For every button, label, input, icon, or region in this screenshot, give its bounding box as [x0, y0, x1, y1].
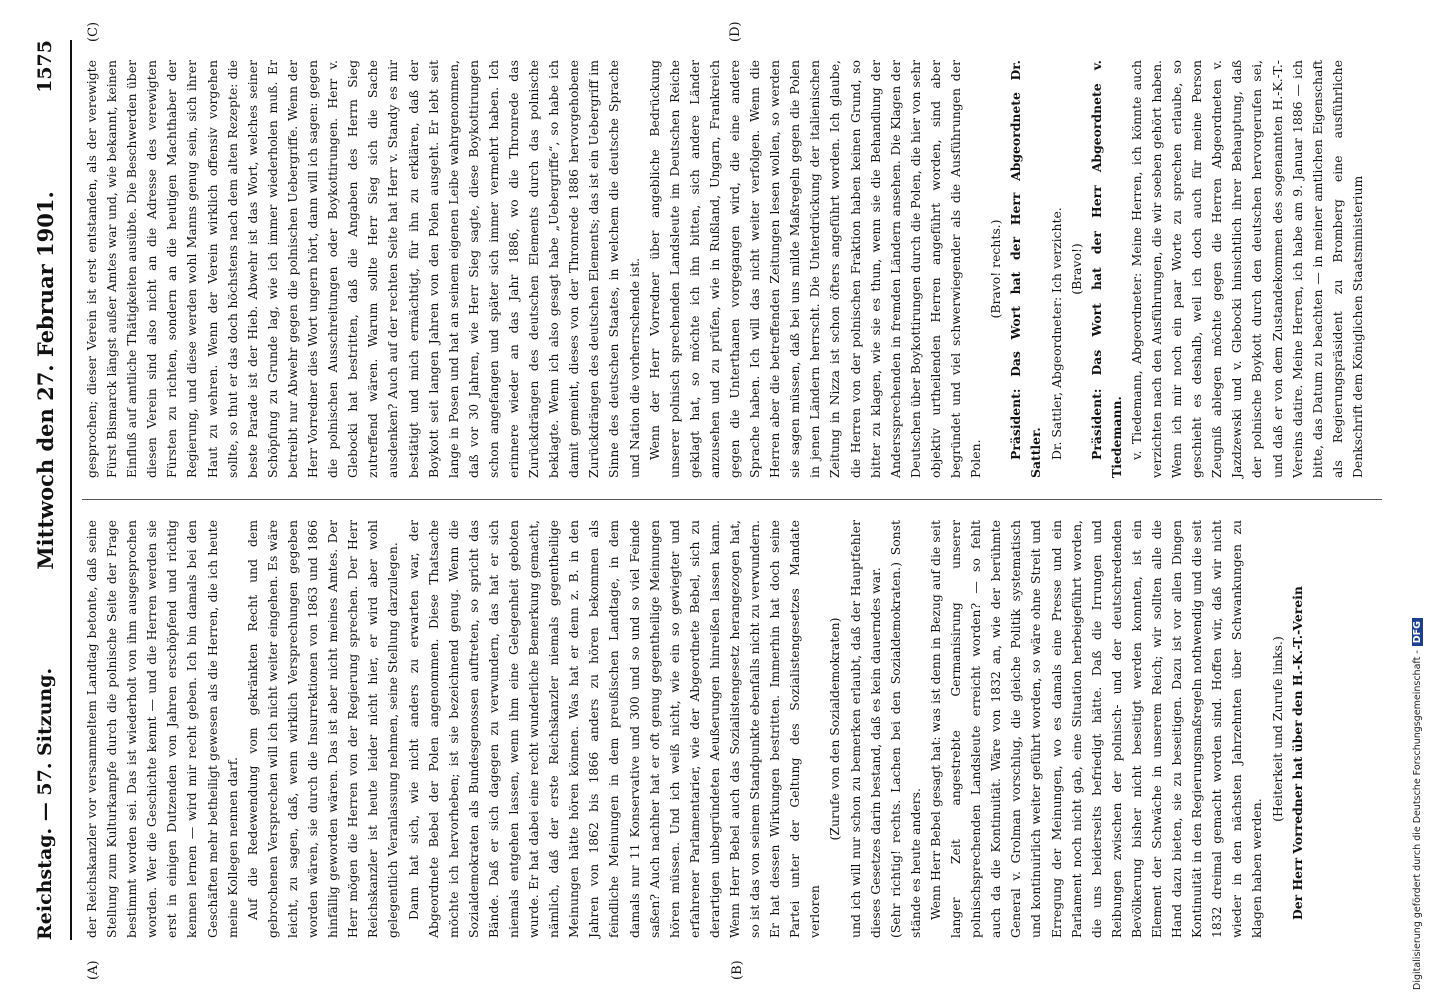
paragraph: und ich will nur schon zu bemerken erlaubt, daß der Hauptfehler dieses Gesetzes darin bestand, daß es kein dauerndes war. — [847, 520, 883, 938]
paragraph: gesprochen; dieser Verein ist erst entstanden, als der verewigte Fürst Bismarck längst außer Amtes war und, wie bekannt, keinen Einfluß auf amtliche Thätigkeiten ausübte. Die Beschwerden über diesen Verein sind also nicht an die Adresse des verewigten Fürsten zu richten, sondern an die heutigen Machthaber der Regierung, und diese werden wohl Manns genug sein, sich ihrer Haut zu wehren. Wenn der Verein wirklich offensiv vorgehen sollte, so thut er das doch höchstens nach dem alten Rezepte: die beste Parade ist der Hieb. Abwehr ist das Wort, welches seiner Schöpfung zu Grunde lag, wie ich immer wiederholen muß. Er betreibt nur Abwehr gegen die polnischen Uebergriffe. Wenn der Herr Vorredner dies Wort ungern hört, dann will ich sagen: gegen die polnischen Ausschreitungen oder Boykottirungen. Herr v. Glebocki hat bestritten, daß die Angaben des Herrn Sieg zutreffend wären. Warum sollte Herr Sieg sich die Sache ausdenken? Auch auf der rechten Seite hat Herr v. Standy es mir bestätigt und mich ermächtigt, für ihn zu erklären, daß der Boykott seit langen Jahren von den Polen ausgeht. Er lebt seit lange in Posen und hat an seinem eigenen Leibe wahrgenommen, daß vor 30 Jahren, wie Herr Sieg sagte, diese Boykottirungen schon angefangen und später sich immer vermehrt haben. Ich erinnere wieder an das Jahr 1886, wo die Thronrede das Zurückdrängen des deutschen Elements durch das polnische beklagte. Wenn ich also gesagt habe „Uebergriffe“, so habe ich damit gemeint, dieses von der Thronrede 1886 hervorgehobene Zurückdrängen des deutschen Elements; das ist ein Uebergriff im Sinne des deutschen Staates, in welchem die deutsche Sprache und Nation die vorherrschende ist. — [84, 60, 642, 478]
speaker-line: Dr. Sattler, Abgeordneter: Ich verzichte. — [1048, 207, 1064, 460]
paragraph: Auf die Redewendung vom gekränkten Recht und dem gebrochenen Versprechen will ich nicht weiter eingehen. Es wäre leicht, zu sagen, daß, wenn wirklich Versprechungen gegeben worden wären, sie durch die Insurrektionen von 1863 und 1866 hinfällig geworden wären. Das ist aber nicht meines Amtes. Der Herr mögen die Herren von der Regierung sprechen. Der Herr Reichskanzler ist heute leider nicht hier, er wird aber wohl gelegentlich Veranlassung nehmen, seine Stellung darzulegen. — [244, 520, 401, 938]
interjection: (Heiterkeit und Zurufe links.) — [1269, 636, 1285, 822]
speaker-line: Präsident: Das Wort hat der Herr Abgeordnete Dr. Sattler. — [1008, 60, 1044, 478]
page-header — [25, 40, 65, 940]
paragraph: der Reichskanzler vor versammeltem Landtag betonte, daß seine Stellung zum Kulturkampfe durch die polnische Seite der Frage bestimmt worden sei. Das ist wiederholt von ihm ausgesprochen worden. Wer die Geschichte kennt — und die Herren werden sie erst in einigen Dutzenden von Jahren erschöpfend und richtig kennen lernen — wird mir recht geben. Ich bin damals bei den Geschäften mehr betheiligt gewesen als die Herren, die ich heute meine Kollegen nennen darf. — [84, 520, 240, 938]
margin-letter-c: (C) — [86, 21, 101, 42]
paragraph: Dann hat sich, wie nicht anders zu erwarten war, der Abgeordnete Bebel der Polen angenommen. Diese Thatsache möchte ich hervorheben; ist sie bezeichnend genug. Wenn die Sozialdemokraten als Bundesgenossen auftreten, so spricht das Bände. Daß er sich dagegen zu verwundern, das hat er sich niemals entgehen lassen, wenn ihm eine Gelegenheit geboten wurde. Er hat dabei eine recht wunderliche Bemerkung gemacht, nämlich, daß der erste Reichskanzler niemals gegentheilige Meinungen hätte hören können. Was hat er denn z. B. in den Jahren von 1862 bis 1866 anders zu hören bekommen als feindliche Meinungen in dem preußischen Landtage, in dem damals nur 11 Konservative und 300 und so und so viel Feinde saßen? Auch nachher hat er oft genug gegentheilige Meinungen hören müssen. Und ich weiß nicht, wie ein so gewiegter und erfahrener Parlamentarier, wie der Abgeordnete Bebel, sich zu derartigen unbegründeten Aeußerungen hinreißen lassen kann. Wenn Herr Bebel auch das Sozialistengesetz herangezogen hat, so ist das von seinem Standpunkte ebenfalls nicht zu verwundern. Er hat dessen Wirkungen bestritten. Immerhin hat doch seine Partei unter der Geltung des Sozialistengesetzes Mandate verloren — [405, 520, 823, 938]
digitization-credit — [1412, 10, 1430, 990]
interjection: (Zurufe von den Sozialdemokraten) — [827, 617, 843, 841]
left-column — [82, 520, 1308, 938]
paragraph: Wenn Herr Bebel gesagt hat: was ist denn in Bezug auf die seit langer Zeit angestrebte Germanisirung unserer polnischsprechenden Landsleute erreicht worden? — so fehlt auch da die Kontinuität. Wäre von 1832 an, wie der berühmte General v. Grolman vorschlug, die gleiche Politik systematisch und kontinuirlich weiter geführt worden, so wäre ohne Streit und Erregung der Meinungen, wo es damals eine Presse und ein Parlament noch nicht gab, eine Situation herbeigeführt worden, die uns beiderseits befriedigt hätte. Daß die Irrungen und Reibungen zwischen der polnisch- und der deutschredenden Bevölkerung bisher nicht beseitigt werden konnten, ist ein Element der Schwäche in unserem Reich; wir sollten alle die Hand dazu bieten, sie zu beseitigen. Dazu ist vor allen Dingen Kontinuität in den Regierungsmaßregeln nothwendig und die seit 1832 dreimal gemacht worden sind. Hoffen wir, daß wir nicht wieder in den nächsten Jahrzehnten über Schwankungen zu klagen haben werden. — [927, 520, 1265, 938]
paragraph: Der Herr Vorredner hat über den H.-K.-T.-Verein — [1289, 586, 1305, 920]
paragraph: v. Tiedemann, Abgeordneter: Meine Herren, ich könnte auch verzichten nach den Ausführungen, die wir soeben gehört haben. Wenn ich mir noch ein paar Worte zu sprechen erlaube, so geschieht es deshalb, weil ich doch auch für meine Person Zeugniß ablegen möchte gegen die Herren Abgeordneten v. Jazdzewski und v. Glebocki hinsichtlich ihrer Behauptung, daß der polnische Boykott durch den deutschen hervorgerufen sei, und daß er von dem Zustandekommen des sogenannten H.-K.-T.-Vereins datire. Meine Herren, ich habe am 9. Januar 1886 — ich bitte, das Datum zu beachten — in meiner amtlichen Eigenschaft als Regierungspräsident zu Bromberg eine ausführliche Denkschrift dem Königlichen Staatsministerium — [1128, 60, 1365, 478]
interjection: (Sehr richtig! rechts. Lachen bei den Sozialdemokraten.) Sonst stände es heute anders. — [887, 520, 923, 938]
margin-letter-b: (B) — [730, 960, 745, 980]
interjection: (Bravo! rechts.) — [988, 219, 1004, 319]
header-session: Reichstag. — 57. Sitzung. — [34, 667, 56, 940]
page-number: 1575 — [34, 40, 56, 93]
margin-letter-a: (A) — [86, 960, 101, 980]
column-divider — [82, 499, 1382, 500]
credit-text: Digitalisierung gefördert durch die Deutsche Forschungsgemeinschaft - — [1412, 650, 1423, 990]
interjection: (Bravo!) — [1068, 243, 1084, 295]
margin-letter-d: (D) — [728, 21, 743, 42]
header-rule — [70, 40, 72, 940]
speaker-line: Präsident: Das Wort hat der Herr Abgeordnete v. Tiedemann. — [1088, 60, 1124, 478]
right-column — [82, 60, 1368, 478]
dfg-logo: DFG — [1412, 618, 1423, 646]
paragraph: Wenn der Herr Vorredner über angebliche Bedrückung unserer polnisch sprechenden Landsleute im Deutschen Reiche geklagt hat, so möchte ich ihn bitten, sich andere Länder anzusehen und zu prüfen, wie in Rußland, Ungarn, Frankreich gegen die Unterthanen vorgegangen wird, die eine andere Sprache haben. Ich will das nicht weiter verfolgen. Wenn die Herren aber die betreffenden Zeitungen lesen wollen, so werden sie sagen müssen, daß bei uns milde Maßregeln gegen die Polen in jenen Ländern herrscht. Die Unterdrückung der italienischen Zeitung in Nizza ist schon öfters angeführt worden. Ich glaube, die Herren von der polnischen Fraktion haben keinen Grund, so bitter zu klagen, wie sie es thun, wenn sie die Behandlung der Anderssprechenden in fremden Ländern ansehen. Die Klagen der Deutschen über Boykottirungen durch die Polen, die hier von sehr objektiv urtheilenden Herren angeführt worden, sind aber begründet und viel schwerwiegender als die Ausführungen der Polen. — [646, 60, 984, 478]
header-date: Mittwoch den 27. Februar 1901. — [32, 191, 58, 570]
